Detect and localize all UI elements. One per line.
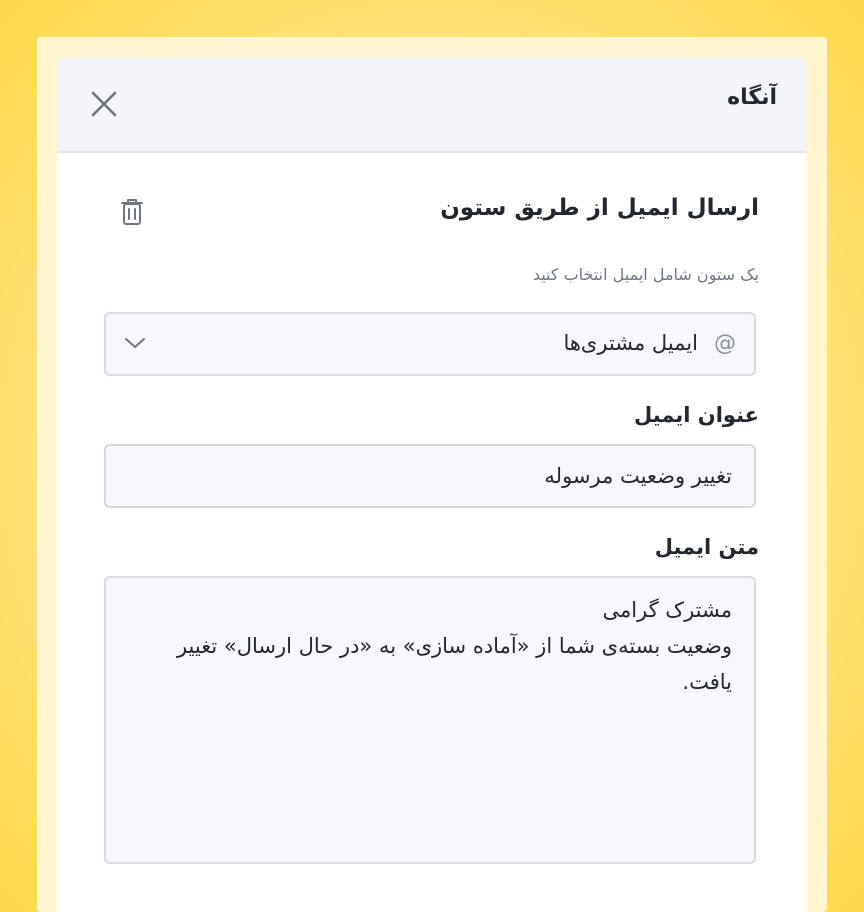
close-button[interactable] [87,87,121,121]
body-textarea[interactable] [106,578,754,862]
panel-title: آنگاه [727,85,777,110]
selected-column: ایمیل مشتری‌ها [563,331,698,355]
section-title: ارسال ایمیل از طریق ستون [440,195,759,221]
at-icon: @ [714,331,736,356]
delete-button[interactable] [118,197,146,227]
body-label: متن ایمیل [654,535,759,559]
trash-icon [118,197,146,227]
close-icon [91,91,117,117]
column-hint: یک ستون شامل ایمیل انتخاب کنید [532,265,759,284]
subject-input[interactable] [106,446,754,506]
subject-field-wrapper [104,444,756,508]
body-field-wrapper [104,576,756,864]
email-column-select[interactable] [104,312,756,376]
chevron-down-icon [124,336,146,350]
action-panel [57,57,807,912]
subject-label: عنوان ایمیل [634,403,759,427]
panel-header [57,57,807,153]
